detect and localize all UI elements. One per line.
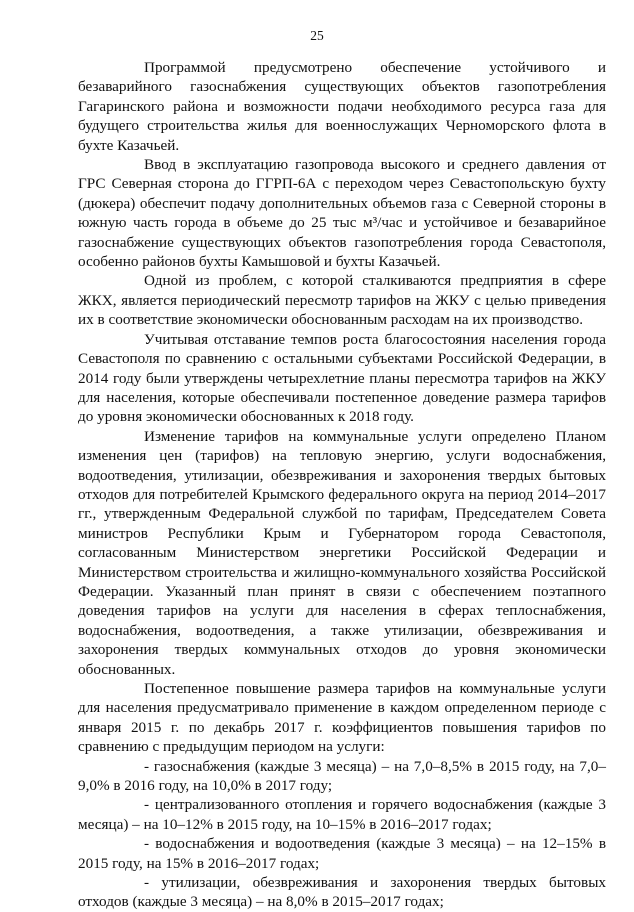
page-number: 25	[310, 28, 324, 43]
document-body	[78, 58, 606, 912]
list-item-waste-disposal: - утилизации, обезвреживания и захоронения твердых бытовых отходов (каждые 3 месяца) – на 8,0% в 2015–2017 годах;	[78, 874, 606, 911]
paragraph-tariff-increase: Постепенное повышение размера тарифов на коммунальные услуги для населения предусматривало применение в каждом определенном периоде с января 2015 г. по декабрь 2017 г. коэффициентов повышения тарифов по сравнению с предыдущим периодом на услуги:	[78, 680, 606, 756]
paragraph-pipeline-commissioning: Ввод в эксплуатацию газопровода высокого и среднего давления от ГРС Северная сторона до ГГРП-6А с переходом через Севастопольскую бухту (дюкера) обеспечит подачу дополнительных объемов газа с Северной стороны в южную часть города в объеме до 25 тыс м³/час и устойчивое и безаварийное газоснабжение существующих объектов газопотребления города Севастополя, особенно районов бухты Камышовой и бухты Казачьей.	[78, 156, 606, 271]
list-item-heating-hot-water: - централизованного отопления и горячего водоснабжения (каждые 3 месяца) – на 10–12% в 2015 году, на 10–15% в 2016–2017 годах;	[78, 796, 606, 833]
paragraph-gas-supply-program: Программой предусмотрено обеспечение устойчивого и безаварийного газоснабжения существующих объектов газопотребления Гагаринского района и возможности подачи необходимого ресурса газа для будущего строительства жилья для военнослужащих Черноморского флота в бухте Казачьей.	[78, 59, 606, 154]
paragraph-tariff-plans: Учитывая отставание темпов роста благосостояния населения города Севастополя по сравнению с остальными субъектами Российской Федерации, в 2014 году были утверждены четырехлетние планы пересмотра тарифов на ЖКУ для населения, которые обеспечивали постепенное доведение размера тарифов до уровня экономически обоснованных к 2018 году.	[78, 330, 606, 426]
paragraph-tariff-change-plan: Изменение тарифов на коммунальные услуги определено Планом изменения цен (тарифов) на тепловую энергию, услуги водоснабжения, водоотведения, утилизации, обезвреживания и захоронения твердых бытовых отходов для потребителей Крымского федерального округа на период 2014–2017 гг., утвержденным Федеральной службой по тарифам, Председателем Совета министров Республики Крым и Губернатором города Севастополя, согласованным Министерством энергетики Российской Федерации и Министерством строительства и жилищно-коммунального хозяйства Российской Федерации. Указанный план принят в связи с обеспечением поэтапного доведения тарифов на услуги для населения в сферах теплоснабжения, водоснабжения, водоотведения, а также утилизации, обезвреживания и захоронения твердых коммунальных отходов до уровня экономически обоснованных.	[78, 427, 606, 678]
paragraph-tariff-problem: Одной из проблем, с которой сталкиваются предприятия в сфере ЖКХ, является периодический пересмотр тарифов на ЖКУ с целью приведения их в соответствие экономически обоснованным расходам на их производство.	[78, 272, 606, 329]
list-item-gas-supply: - газоснабжения (каждые 3 месяца) – на 7,0–8,5% в 2015 году, на 7,0–9,0% в 2016 году, на 10,0% в 2017 году;	[78, 757, 606, 795]
list-item-water-sewage: - водоснабжения и водоотведения (каждые 3 месяца) – на 12–15% в 2015 году, на 15% в 2016–2017 годах;	[78, 835, 606, 872]
